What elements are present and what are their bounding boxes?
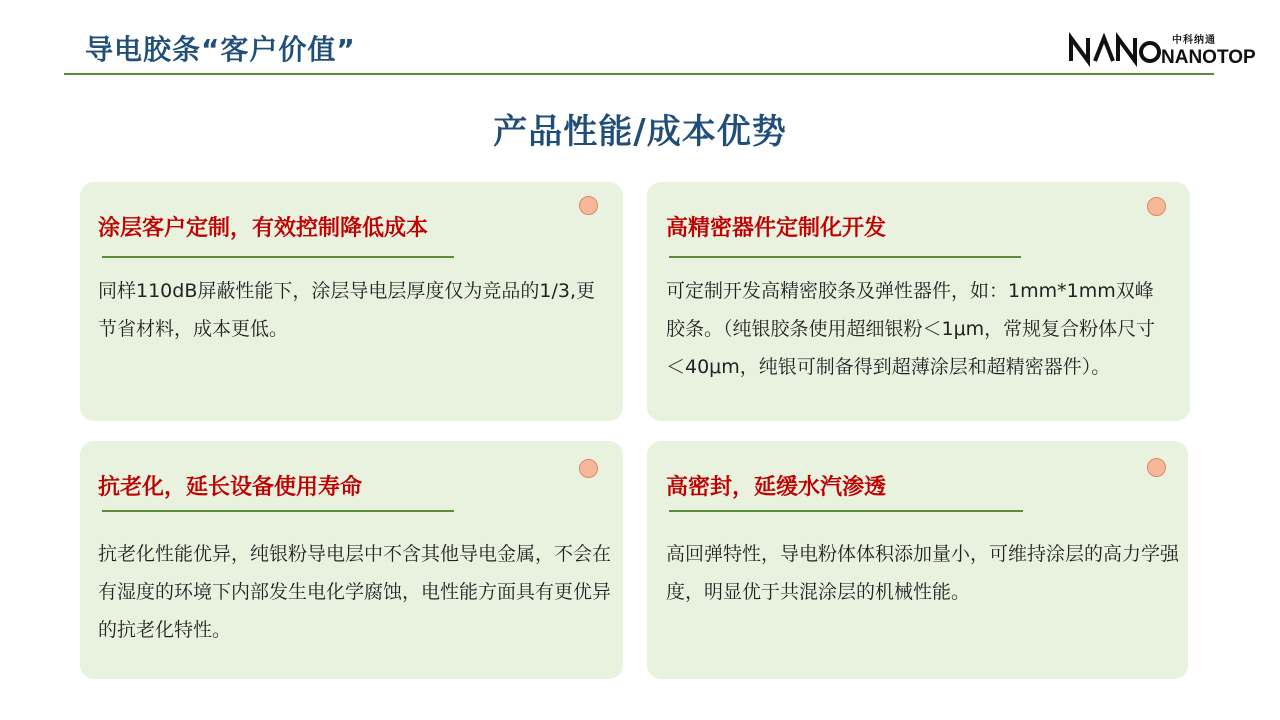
card-divider bbox=[669, 510, 1023, 512]
circle-dot-icon bbox=[1147, 197, 1166, 216]
card-high-sealing bbox=[647, 441, 1188, 679]
card-title: 高密封，延缓水汽渗透 bbox=[666, 475, 887, 500]
card-body: 同样110dB屏蔽性能下，涂层导电层厚度仅为竞品的1/3,更节省材料，成本更低。 bbox=[98, 280, 595, 340]
logo-subtitle: 中科纳通 bbox=[1172, 35, 1216, 46]
card-divider bbox=[102, 510, 454, 512]
slide-title: 导电胶条“客户价值” bbox=[85, 33, 356, 66]
circle-dot-icon bbox=[579, 459, 598, 478]
card-body: 高回弹特性，导电粉体体积添加量小，可维持涂层的高力学强度，明显优于共混涂层的机械性能。 bbox=[666, 543, 1180, 603]
card-anti-aging bbox=[80, 441, 623, 679]
card-title: 抗老化，延长设备使用寿命 bbox=[98, 475, 363, 500]
card-title: 高精密器件定制化开发 bbox=[666, 216, 887, 241]
card-body: 可定制开发高精密胶条及弹性器件，如：1mm*1mm双峰胶条。（纯银胶条使用超细银粉＜1μm，常规复合粉体尺寸＜40μm，纯银可制备得到超薄涂层和超精密器件）。 bbox=[666, 280, 1156, 378]
svg-text:NANOTOP: NANOTOP bbox=[1161, 47, 1256, 68]
card-divider bbox=[669, 256, 1021, 258]
circle-dot-icon bbox=[579, 196, 598, 215]
card-body: 抗老化性能优异，纯银粉导电层中不含其他导电金属，不会在有湿度的环境下内部发生电化学腐蚀，电性能方面具有更优异的抗老化特性。 bbox=[98, 543, 612, 641]
card-precision-customization bbox=[647, 182, 1190, 421]
circle-dot-icon bbox=[1147, 458, 1166, 477]
card-cost-advantage bbox=[80, 182, 623, 421]
main-heading: 产品性能/成本优势 bbox=[493, 112, 787, 152]
card-title: 涂层客户定制，有效控制降低成本 bbox=[98, 216, 429, 241]
card-divider bbox=[102, 256, 454, 258]
title-divider bbox=[64, 73, 1214, 75]
